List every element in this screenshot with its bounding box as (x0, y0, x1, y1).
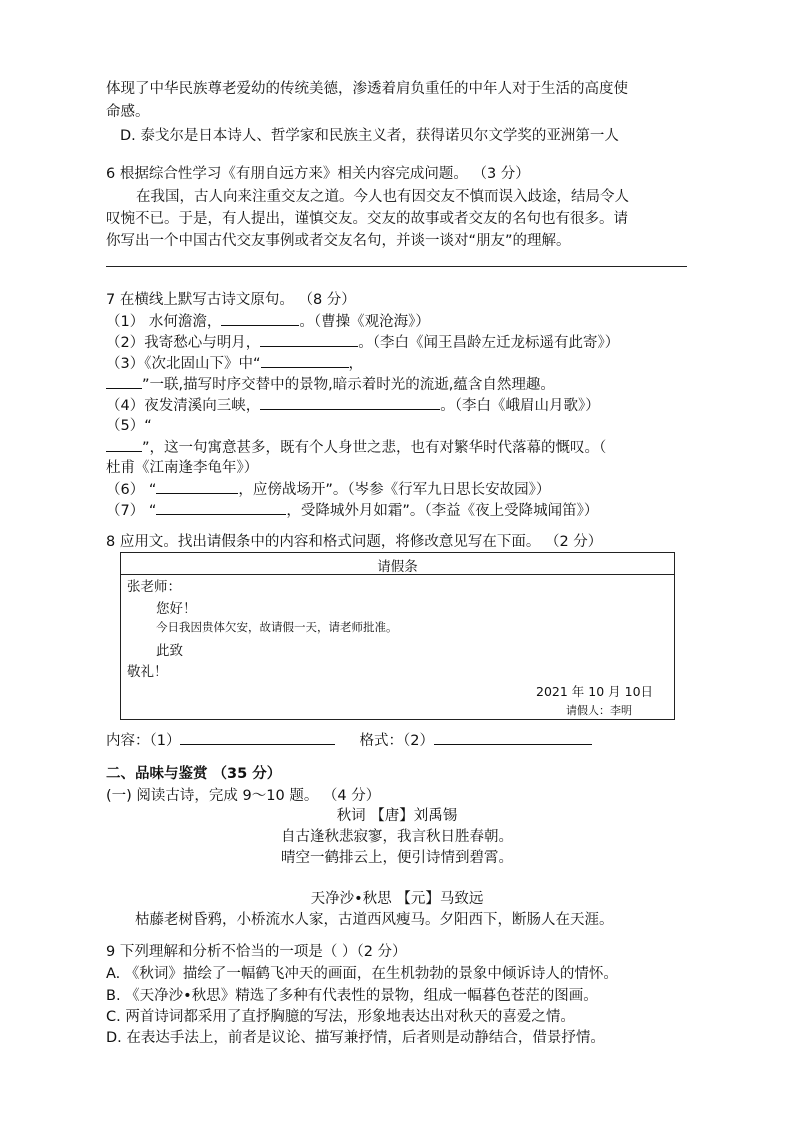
option-d[interactable]: D. 在表达手法上，前者是议论、描写兼抒情，后者则是动静结合，借景抒情。 (106, 1030, 605, 1046)
leave-note (120, 552, 675, 720)
poem-line: 枯藤老树昏鸦，小桥流水人家，古道西风瘦马。夕阳西下，断肠人在天涯。 (135, 912, 614, 928)
question-6-text: 叹惋不已。于是，有人提出，谨慎交友。交友的故事或者交友的名句也有很多。请 (106, 211, 628, 227)
divider (121, 574, 674, 575)
recite-item-2 (106, 332, 619, 353)
poem-line: 自古逢秋悲寂寥，我言秋日胜春朝。 (281, 829, 513, 845)
option-a[interactable]: A. 《秋词》描绘了一幅鹤飞冲天的画面，在生机勃勃的景象中倾诉诗人的情怀。 (106, 966, 618, 982)
fill-blank[interactable] (434, 730, 592, 745)
recite-text: ”，这一句寓意甚多，既有个人身世之悲，也有对繁华时代落幕的慨叹。（ (142, 440, 607, 456)
recite-item-5 (106, 416, 152, 436)
fill-blank[interactable] (106, 374, 142, 389)
fill-blank[interactable] (221, 311, 299, 326)
subsection-title: (一) 阅读古诗，完成 9～10 题。 （4 分） (106, 788, 381, 804)
option-b[interactable]: B. 《天净沙•秋思》精选了多种有代表性的景物，组成一幅暮色苍茫的图画。 (106, 988, 598, 1004)
poem-line: 晴空一鹤排云上，便引诗情到碧霄。 (281, 850, 513, 866)
question-6-text: 在我国，古人向来注重交友之道。今人也有因交友不慎而误入歧途，结局令人 (136, 189, 629, 205)
option-c[interactable]: C. 两首诗词都采用了直抒胸臆的写法，形象地表达出对秋天的喜爱之情。 (106, 1009, 575, 1025)
leave-note-date: 2021 年 10 月 10日 (536, 684, 654, 699)
question-6-stem: 6 根据综合性学习《有朋自远方来》相关内容完成问题。 （3 分） (106, 166, 530, 182)
leave-note-title: 请假条 (377, 559, 418, 575)
option-d: D. 泰戈尔是日本诗人、哲学家和民族主义者，获得诺贝尔文学奖的亚洲第一人 (120, 128, 619, 144)
recite-text: （1） 水何澹澹， (106, 314, 222, 330)
fill-blank[interactable] (180, 730, 335, 745)
poem-title: 秋词 【唐】刘禹锡 (336, 808, 458, 824)
recite-text: ”一联,描写时序交替中的景物,暗示着时光的流逝,蕴含自然理趣。 (142, 377, 555, 393)
fill-blank[interactable] (106, 437, 142, 452)
text-line: 命感。 (106, 104, 150, 120)
answer-label-format: 格式：（2） (359, 733, 434, 749)
text-line: 体现了中华民族尊老爱幼的传统美德，渗透着肩负重任的中年人对于生活的高度使 (106, 81, 628, 97)
recite-source: 。（曹操《观沧海》） (299, 314, 430, 330)
leave-note-salutation: 张老师： (127, 579, 181, 595)
recite-text: （3）《次北固山下》中“ (106, 356, 261, 372)
question-6-text: 你写出一个中国古代交友事例或者交友名句，并谈一谈对“朋友”的理解。 (106, 233, 571, 249)
recite-item-1 (106, 311, 430, 332)
recite-text: （4）夜发清溪向三峡， (106, 398, 261, 414)
leave-note-signer: 请假人：李明 (566, 704, 632, 717)
question-9-stem: 9 下列理解和分析不恰当的一项是（ ）（2 分） (106, 944, 407, 960)
answer-line[interactable] (106, 266, 687, 267)
fill-blank[interactable] (156, 500, 286, 515)
recite-text: （7） “ (106, 503, 157, 519)
recite-item-3 (106, 353, 363, 374)
recite-item-3-cont (106, 374, 555, 395)
question-8-stem: 8 应用文。找出请假条中的内容和格式问题，将修改意见写在下面。 （2 分） (106, 534, 603, 550)
recite-text: （5）“ (106, 418, 152, 434)
leave-note-greeting: 您好！ (156, 601, 197, 617)
recite-source: ，应傍战场开”。（岑参《行军九日思长安故园》） (238, 482, 551, 498)
recite-item-6 (106, 479, 550, 500)
recite-source: 。（李白《峨眉山月歌》） (440, 398, 600, 414)
recite-source: ，受降城外月如霜”。（李益《夜上受降城闻笛》） (286, 503, 599, 519)
recite-item-5-cont (106, 437, 606, 458)
leave-note-closing: 敬礼！ (127, 664, 168, 680)
recite-source: 。（李白《闻王昌龄左迁龙标遥有此寄》） (358, 335, 620, 351)
recite-text: （2）我寄愁心与明月， (106, 335, 261, 351)
recite-item-5-source: 杜甫《江南逢李龟年》） (106, 460, 259, 476)
leave-note-body: 今日我因贵体欠安，故请假一天，请老师批准。 (156, 620, 398, 634)
answer-label-content: 内容：（1） (106, 733, 181, 749)
fill-blank[interactable] (261, 353, 349, 368)
recite-text: （6） “ (106, 482, 157, 498)
section-title: 二、品味与鉴赏 （35 分） (106, 766, 282, 782)
poem-title: 天净沙•秋思 【元】马致远 (310, 891, 484, 907)
fill-blank[interactable] (156, 479, 238, 494)
question-7-stem: 7 在横线上默写古诗文原句。 （8 分） (106, 292, 356, 308)
recite-item-7 (106, 500, 598, 521)
fill-blank[interactable] (260, 395, 440, 410)
fill-blank[interactable] (260, 332, 358, 347)
q8-answer-row (106, 730, 592, 751)
leave-note-closing: 此致 (156, 643, 183, 659)
recite-text: ， (348, 356, 363, 372)
recite-item-4 (106, 395, 600, 416)
